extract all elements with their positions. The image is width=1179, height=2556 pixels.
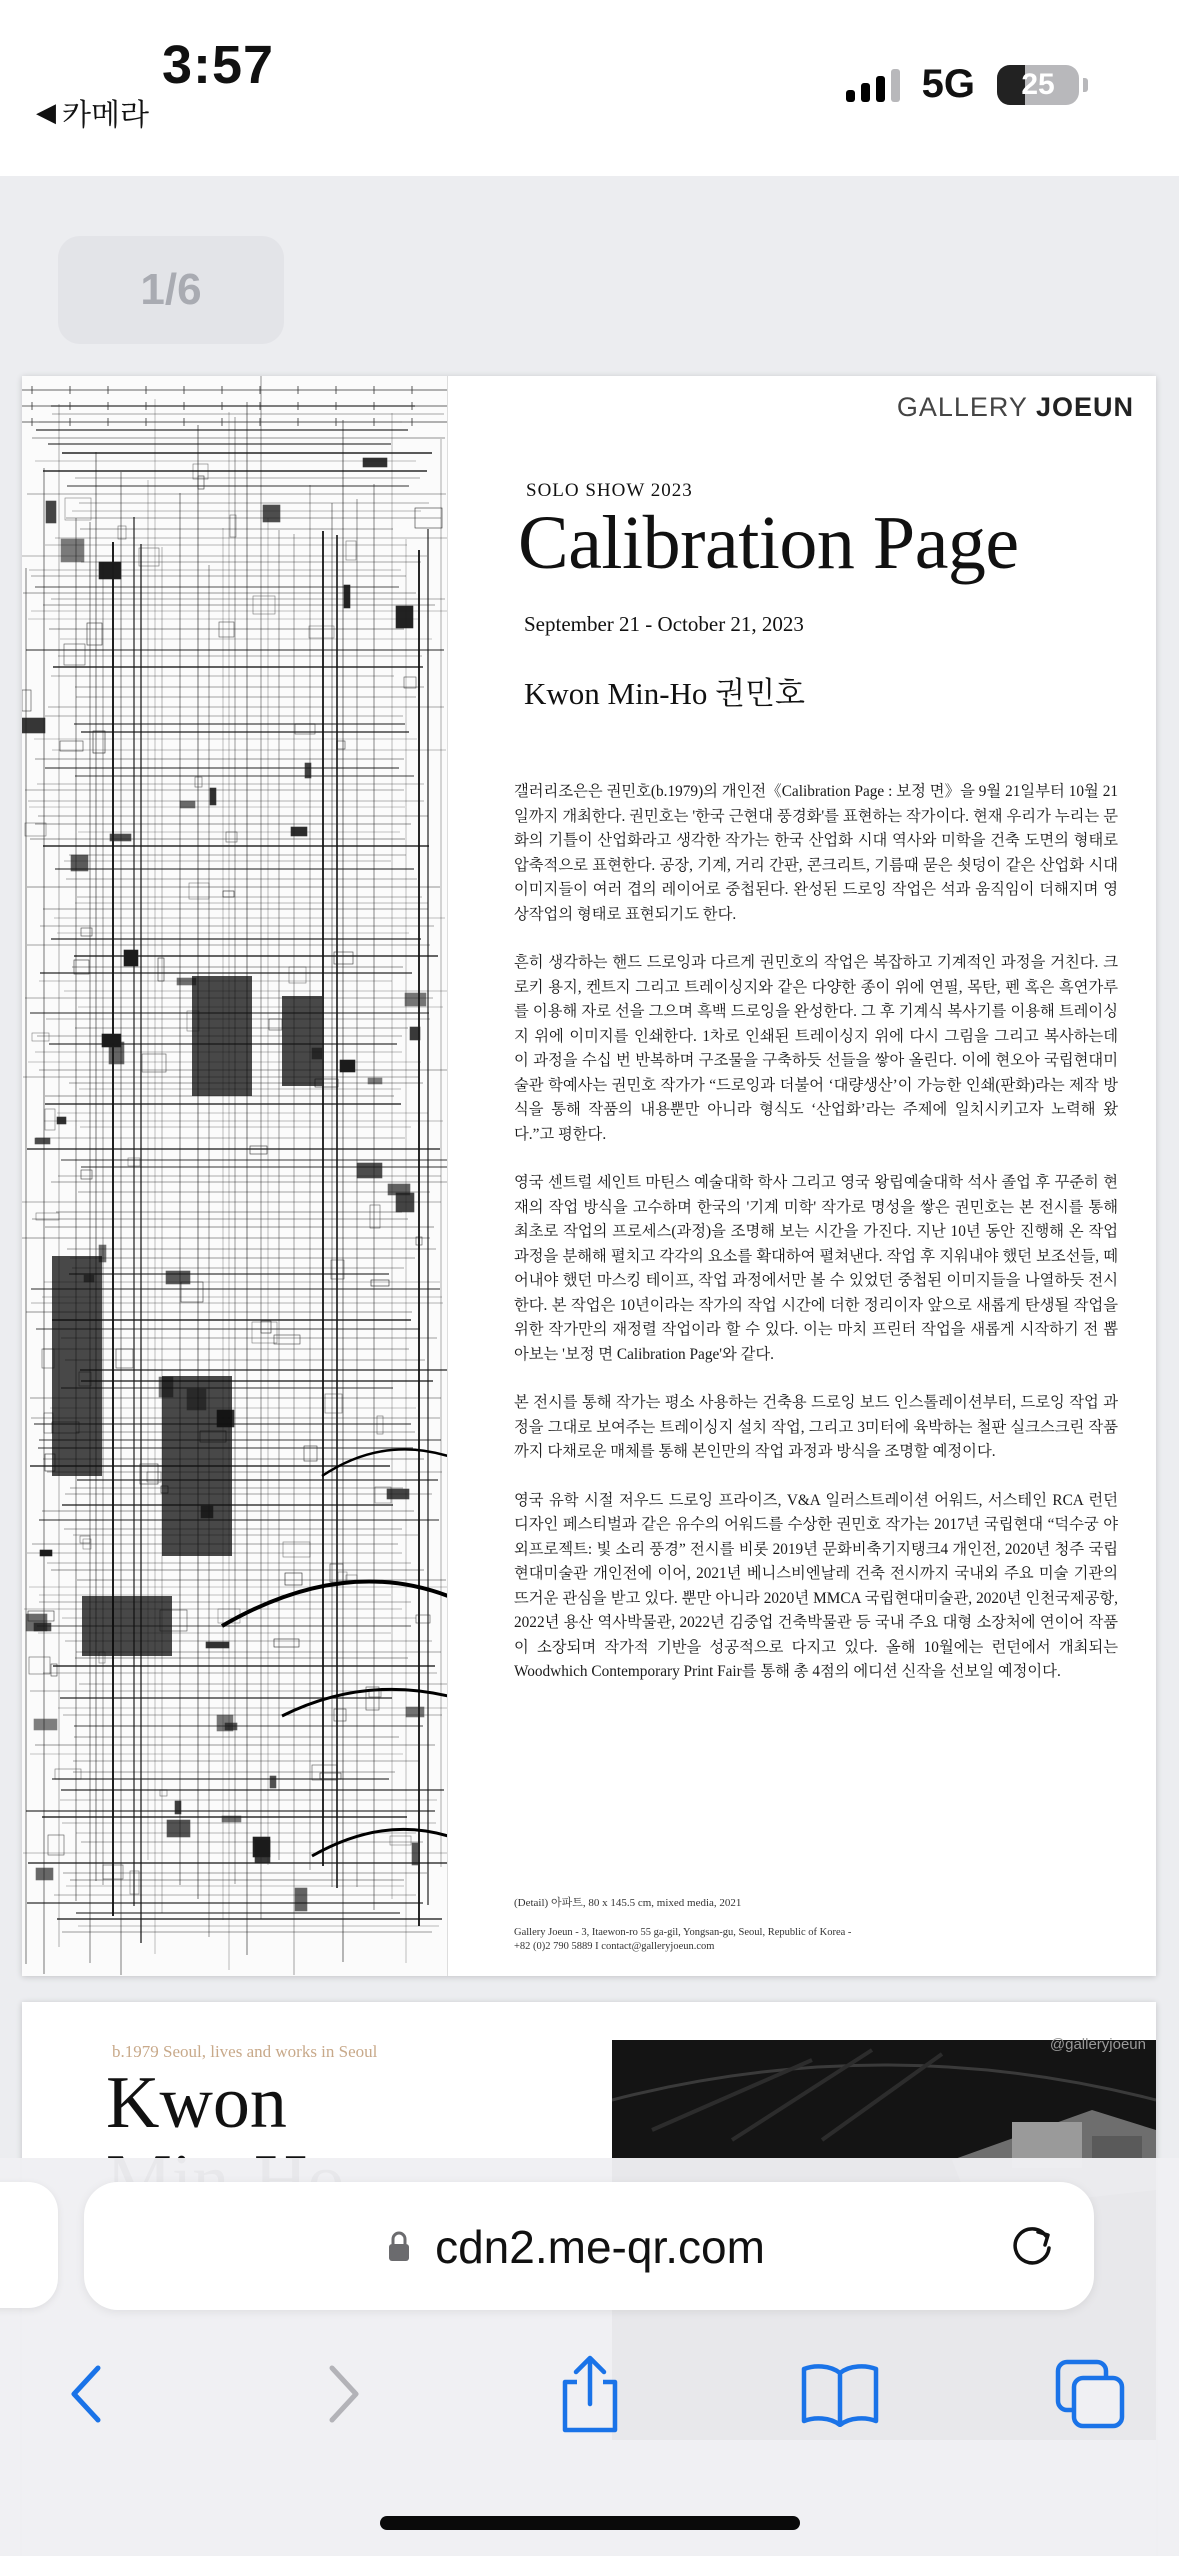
exhibition-dates: September 21 - October 21, 2023 [524, 612, 804, 636]
contact-phone-email: +82 (0)2 790 5889 I contact@galleryjoeun.com [514, 1941, 715, 1952]
contact-address: Gallery Joeun - 3, Itaewon-ro 55 ga-gil, Yongsan-gu, Seoul, Republic of Korea - [514, 1927, 852, 1938]
bottom-navigation [0, 2344, 1179, 2454]
back-app-label: 카메라 [62, 99, 149, 132]
cellular-signal-icon [846, 68, 900, 102]
status-bar [0, 0, 1179, 176]
instagram-handle: @galleryjoeun [1049, 2036, 1146, 2053]
battery-icon [997, 65, 1079, 105]
gallery-contact [514, 1926, 851, 1954]
body-paragraph: 갤러리조은은 권민호(b.1979)의 개인전《Calibration Page : 보정 면》을 9월 21일부터 10월 21일까지 개최한다. 권민호는 '한국 근현대 풍경화'를 표현하는 작가이다. 현재 우리가 누리는 문화의 기틀이 산업화라고 생각한 작가는 한국 산업화 시대 역사와 미학을 건축 도면의 형태로 압축적으로 표현한다. 공장, 기계, 거리 간판, 콘크리트, 기름때 묻은 쇳덩이 같은 산업화 시대 이미지들이 여러 겹의 레이어로 중첩된다. 완성된 드로잉 작업은 석과 움직임이 더해지며 영상작업의 형태로 표현되기도 한다. [514, 783, 1118, 923]
home-indicator[interactable] [380, 2516, 800, 2530]
network-type: 5G [921, 62, 975, 106]
body-paragraph: 흔히 생각하는 핸드 드로잉과 다르게 권민호의 작업은 복잡하고 기계적인 과정을 거친다. 크로키 용지, 켄트지 그리고 트레이싱지와 같은 다양한 종이 위에 연필, 목탄, 펜 혹은 흑연가루를 이용해 자로 선을 그으며 흑백 드로잉을 완성한다. 그 후 기계식 복사기를 이용해 트레이싱지 위에 이미지를 인쇄한다. 1차로 인쇄된 트레이싱지 위에 다시 그림을 그리고 복사하는데 이 과정을 수십 번 반복하며 구조물을 구축하듯 선들을 쌓아 올린다. 이에 현오아 국립현대미술관 학예사는 권민호 작가가 “드로잉과 더불어 ‘대량생산’이 가능한 인쇄(판화)라는 제작 방식을 통해 작품의 내용뿐만 아니라 형식도 ‘산업화’라는 주제에 일치시키고자 노력해 왔다.”고 평한다. [514, 954, 1118, 1143]
logo-gallery-word: GALLERY [896, 392, 1028, 422]
page-indicator: 1/6 [58, 236, 284, 344]
body-paragraph: 영국 유학 시절 저우드 드로잉 프라이즈, V&A 일러스트레이션 어워드, 서스테인 RCA 런던 디자인 페스티벌과 같은 유수의 어워드를 수상한 권민호 작가는 2017년 국립현대 “덕수궁 야외프로젝트: 빛 소리 풍경” 전시를 비롯 2019년 문화비축기지탱크4 개인전, 2020년 청주 국립현대미술관 개인전에 이어, 2021년 베니스비엔날레 건축 전시까지 국내외 주요 미술 기관의 뜨거운 관심을 받고 있다. 뿐만 아니라 2020년 MMCA 국립현대미술관, 2020년 인천국제공항, 2022년 용산 역사박물관, 2022년 김중업 건축박물관 등 국내 주요 대형 소장처에 연이어 작품이 소장되며 작가적 기반을 성공적으로 다지고 있다. 올해 10월에는 런던에서 개최되는 Woodwhich Contemporary Print Fair를 통해 총 4점의 에디션 신작을 선보일 예정이다. [514, 1491, 1118, 1680]
share-icon[interactable] [540, 2344, 640, 2444]
document-page-1[interactable] [22, 376, 1156, 1976]
back-triangle-icon: ◀ [36, 96, 56, 127]
artwork-caption: (Detail) 아파트, 80 x 145.5 cm, mixed media, 2021 [514, 1897, 742, 1909]
forward-icon[interactable] [292, 2344, 392, 2444]
body-paragraph: 영국 센트럴 세인트 마틴스 예술대학 학사 그리고 영국 왕립예술대학 석사 졸업 후 꾸준히 현재의 작업 방식을 고수하며 한국의 '기계 미학' 작가로 명성을 쌓은 권민호는 본 전시를 통해 최초로 작업의 프로세스(과정)을 조명해 보는 시간을 가진다. 지난 10년 동안 진행해 온 작업 과정을 분해해 펼치고 각각의 요소를 확대하여 펼쳐낸다. 작업 후 지워내야 했던 보조선들, 떼어내야 했던 마스킹 테이프, 작업 과정에서만 볼 수 있었던 중첩된 이미지들을 나열하듯 전시한다. 본 작업은 10년이라는 작가의 작업 시간에 더한 정리이자 앞으로 새롭게 탄생될 작업을 위한 작가만의 재정렬 작업이라 할 수 있다. 이는 마치 프린터 작업을 새롭게 시작하기 전 뽑아보는 '보정 면 Calibration Page'와 같다. [514, 1174, 1118, 1363]
address-bar[interactable] [84, 2182, 1094, 2310]
artist-name: Kwon Min-Ho 권민호 [524, 676, 805, 711]
press-release-body [514, 780, 1118, 1709]
status-indicators [846, 62, 1079, 107]
status-time: 3:57 [162, 35, 275, 95]
gallery-logo [897, 392, 1134, 423]
exhibition-title: Calibration Page [518, 501, 1019, 585]
tabs-icon[interactable] [1040, 2344, 1140, 2444]
battery-level: 25 [1021, 67, 1055, 101]
back-to-app-button[interactable] [36, 90, 149, 134]
body-paragraph: 본 전시를 통해 작가는 평소 사용하는 건축용 드로잉 보드 인스톨레이션부터, 드로잉 작업 과정을 그대로 보여주는 트레이싱지 설치 작업, 그리고 3미터에 육박하는 철판 실크스크린 작품까지 다채로운 매체를 통해 본인만의 작업 과정과 방식을 조명할 예정이다. [514, 1394, 1118, 1460]
browser-toolbar [0, 2158, 1179, 2556]
bookmarks-icon[interactable] [790, 2344, 890, 2444]
back-icon[interactable] [38, 2344, 138, 2444]
reload-icon[interactable] [1006, 2220, 1058, 2272]
url-text: cdn2.me-qr.com [435, 2221, 765, 2273]
artist-name-line1: Kwon [106, 2062, 287, 2144]
architectural-drawing-image [22, 376, 448, 1976]
artist-bio-subtitle: b.1979 Seoul, lives and works in Seoul [112, 2042, 378, 2061]
previous-tab-preview[interactable] [0, 2182, 58, 2308]
solo-show-label: SOLO SHOW 2023 [526, 480, 693, 501]
logo-joeun-word: JOEUN [1035, 392, 1134, 422]
